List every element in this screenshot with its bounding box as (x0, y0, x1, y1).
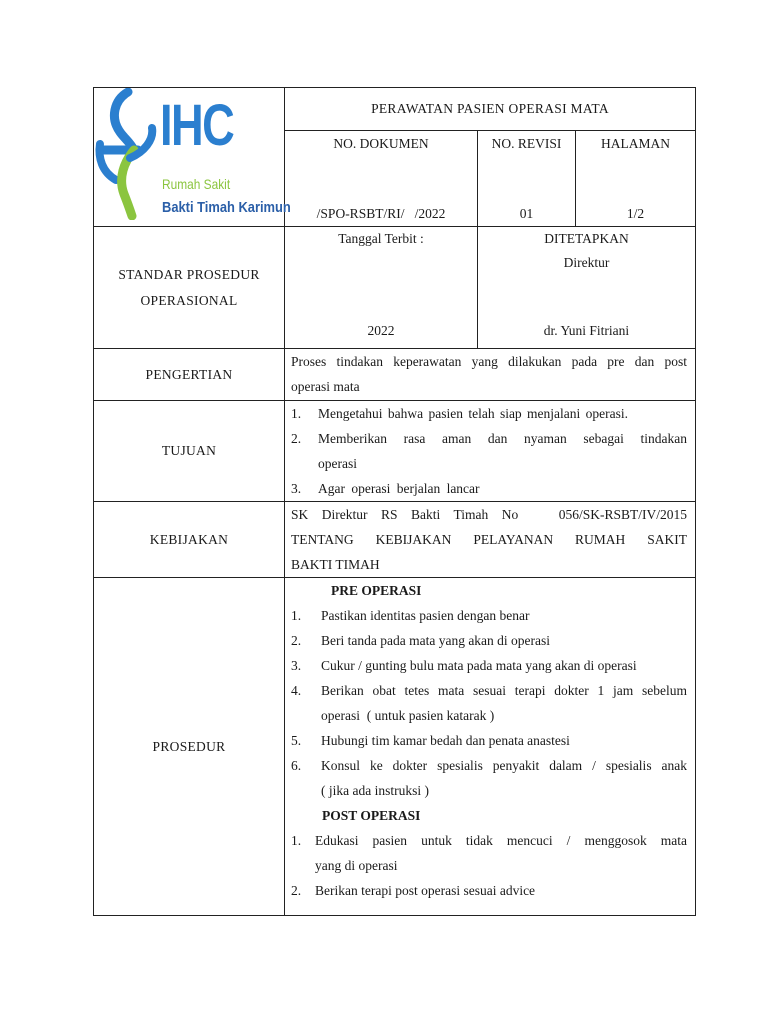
list-item-continuation (285, 778, 687, 803)
item-text: Pastikan identitas pasien dengan benar (321, 608, 530, 623)
kebijakan-line1: SK Direktur RS Bakti Timah No 056/SK-RSBT/IV/2015 (291, 507, 687, 522)
item-text: Edukasi pasien untuk tidak mencuci / menggosok mata (315, 833, 687, 848)
revision-value: 01 (519, 206, 534, 221)
issue-date-cell (285, 227, 478, 349)
hospital-logo (94, 88, 291, 226)
item-number: 2. (291, 431, 302, 446)
approval-cell (478, 227, 696, 349)
item-text: Agar operasi berjalan lancar (318, 481, 480, 496)
item-text: Cukur / gunting bulu mata pada mata yang akan di operasi (321, 658, 637, 673)
item-number: 6. (291, 758, 302, 773)
document-title (285, 88, 696, 131)
sop-table (93, 87, 696, 916)
item-text: operasi ( untuk pasien katarak ) (321, 708, 495, 723)
item-number: 1. (291, 406, 302, 421)
approval-label: DITETAPKAN (544, 231, 629, 246)
spo-label-line2: OPERASIONAL (140, 292, 238, 308)
list-item (285, 828, 687, 853)
logo-line2: Bakti Timah Karimun (162, 199, 291, 216)
tujuan-content (285, 401, 696, 502)
prosedur-label: PROSEDUR (94, 578, 285, 916)
doc-number-label: NO. DOKUMEN (333, 136, 429, 151)
item-number: 2. (291, 883, 302, 898)
item-number: 1. (291, 608, 302, 623)
list-item (285, 426, 687, 451)
item-text: Konsul ke dokter spesialis penyakit dalam / spesialis anak (321, 758, 687, 773)
pengertian-line1: Proses tindakan keperawatan yang dilakukan pada pre dan post (291, 354, 687, 369)
list-item-continuation (285, 451, 687, 476)
list-item (285, 753, 687, 778)
post-operasi-list (285, 828, 687, 903)
item-number: 2. (291, 633, 302, 648)
tujuan-list (285, 401, 687, 501)
post-operasi-title: POST OPERASI (322, 808, 421, 823)
kebijakan-line2: TENTANG KEBIJAKAN PELAYANAN RUMAH SAKIT (291, 532, 687, 547)
approval-role: Direktur (563, 255, 610, 270)
item-text: ( jika ada instruksi ) (321, 783, 429, 798)
spo-label-cell (94, 227, 285, 349)
revision-label: NO. REVISI (491, 136, 562, 151)
ihc-emblem-icon (94, 88, 160, 220)
page-cell (576, 131, 696, 227)
logo-brand: IHC (160, 93, 234, 158)
issue-date-value: 2022 (367, 323, 395, 338)
item-number: 5. (291, 733, 302, 748)
doc-number-cell (285, 131, 478, 227)
page-value: 1/2 (626, 206, 645, 221)
tujuan-label: TUJUAN (94, 401, 285, 502)
list-item (285, 603, 687, 628)
kebijakan-label: KEBIJAKAN (94, 502, 285, 578)
list-item-continuation (285, 703, 687, 728)
item-number: 1. (291, 833, 302, 848)
list-item (285, 401, 687, 426)
item-text: Hubungi tim kamar bedah dan penata anastesi (321, 733, 570, 748)
revision-cell (478, 131, 576, 227)
pre-operasi-list (285, 603, 687, 803)
doc-number-value: /SPO-RSBT/RI/ /2022 (316, 206, 446, 221)
list-item (285, 628, 687, 653)
list-item (285, 728, 687, 753)
item-text: yang di operasi (315, 858, 398, 873)
issue-date-label: Tanggal Terbit : (338, 231, 424, 246)
item-text: Berikan terapi post operasi sesuai advice (315, 883, 536, 898)
pengertian-label: PENGERTIAN (94, 349, 285, 401)
pengertian-line2: operasi mata (291, 379, 360, 394)
spo-label-line1: STANDAR PROSEDUR (118, 266, 260, 282)
kebijakan-content (285, 502, 696, 578)
prosedur-content (285, 578, 696, 916)
item-text: Mengetahui bahwa pasien telah siap menjalani operasi. (318, 406, 629, 421)
kebijakan-line3: BAKTI TIMAH (291, 557, 380, 572)
list-item (285, 678, 687, 703)
item-text: Beri tanda pada mata yang akan di operasi (321, 633, 551, 648)
title-text: PERAWATAN PASIEN OPERASI MATA (371, 101, 609, 116)
item-number: 3. (291, 481, 302, 496)
item-number: 4. (291, 683, 302, 698)
item-text: operasi (318, 456, 357, 471)
logo-line1: Rumah Sakit (162, 176, 231, 192)
page-label: HALAMAN (601, 136, 670, 151)
list-item (285, 653, 687, 678)
list-item (285, 476, 687, 501)
list-item (285, 878, 687, 903)
list-item-continuation (285, 853, 687, 878)
logo-cell (94, 88, 291, 227)
item-text: Memberikan rasa aman dan nyaman sebagai tindakan (318, 431, 687, 446)
item-number: 3. (291, 658, 302, 673)
item-text: Berikan obat tetes mata sesuai terapi dokter 1 jam sebelum (321, 683, 687, 698)
pre-operasi-title: PRE OPERASI (331, 583, 422, 598)
approval-name: dr. Yuni Fitriani (543, 323, 630, 338)
pengertian-content (285, 349, 696, 401)
